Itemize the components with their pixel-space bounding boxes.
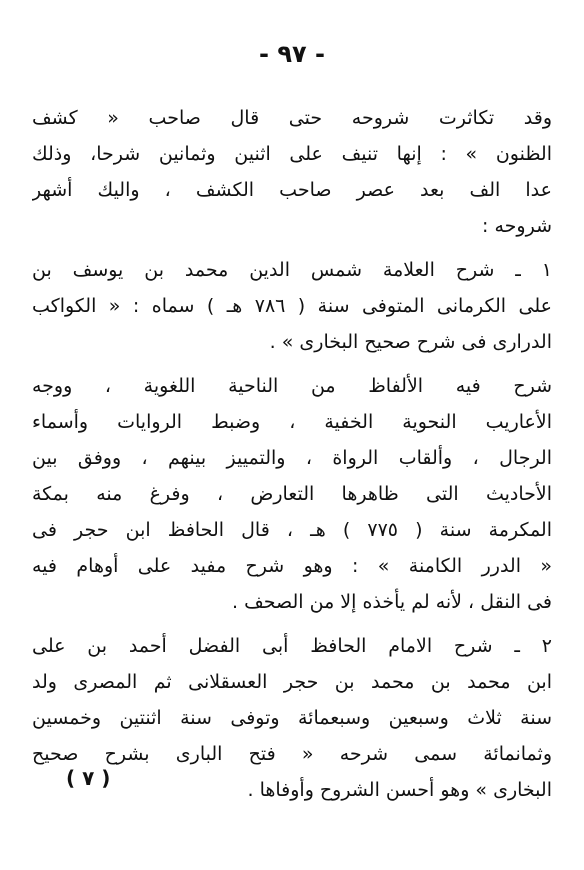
page-number: - ٩٧ - bbox=[259, 40, 325, 68]
text-line: الدرارى فى شرح صحيح البخارى » . bbox=[269, 331, 552, 353]
text-line: فى النقل ، لأنه لم يأخذه إلا من الصحف . bbox=[232, 591, 552, 613]
text-line: ابن محمد بن محمد بن حجر العسقلانى ثم المصرى ولد bbox=[32, 671, 552, 693]
text-line: الظنون » : إنها تنيف على اثنين وثمانين شرحا، وذلك bbox=[32, 143, 552, 165]
signature-mark: ( ٧ ) bbox=[66, 766, 111, 790]
text-line: الأعاريب النحوية الخفية ، وضبط الروايات وأسماء bbox=[32, 411, 552, 433]
text-line: الأحاديث التى ظاهرها التعارض ، وفرغ منه بمكة bbox=[32, 483, 552, 505]
text-line: ٢ ـ شرح الامام الحافظ أبى الفضل أحمد بن على bbox=[32, 635, 552, 657]
text-line: على الكرمانى المتوفى سنة ( ٧٨٦ هـ ) سماه : « الكواكب bbox=[32, 295, 552, 317]
text-line: ١ ـ شرح العلامة شمس الدين محمد بن يوسف بن bbox=[32, 259, 552, 281]
paragraph-gap bbox=[32, 620, 552, 628]
text-line: المكرمة سنة ( ٧٧٥ ) هـ ، قال الحافظ ابن حجر فى bbox=[32, 519, 552, 541]
text-line: البخارى » وهو أحسن الشروح وأوفاها . bbox=[247, 779, 552, 801]
text-line: « الدرر الكامنة » : وهو شرح مفيد على أوهام فيه bbox=[32, 555, 552, 577]
body-text bbox=[32, 100, 552, 808]
paragraph-gap bbox=[32, 244, 552, 252]
text-line: شرح فيه الألفاظ من الناحية اللغوية ، ووجه bbox=[32, 375, 552, 397]
text-line: عدا الف بعد عصر صاحب الكشف ، واليك أشهر bbox=[32, 179, 552, 201]
text-line: سنة ثلاث وسبعين وسبعمائة وتوفى سنة اثنتين وخمسين bbox=[32, 707, 552, 729]
paragraph-gap bbox=[32, 360, 552, 368]
text-line: وقد تكاثرت شروحه حتى قال صاحب « كشف bbox=[32, 107, 552, 129]
text-line: شروحه : bbox=[482, 215, 552, 237]
text-line: الرجال ، وألقاب الرواة ، والتمييز بينهم ، ووفق بين bbox=[32, 447, 552, 469]
text-line: وثمانمائة سمى شرحه « فتح البارى بشرح صحيح bbox=[32, 743, 552, 765]
